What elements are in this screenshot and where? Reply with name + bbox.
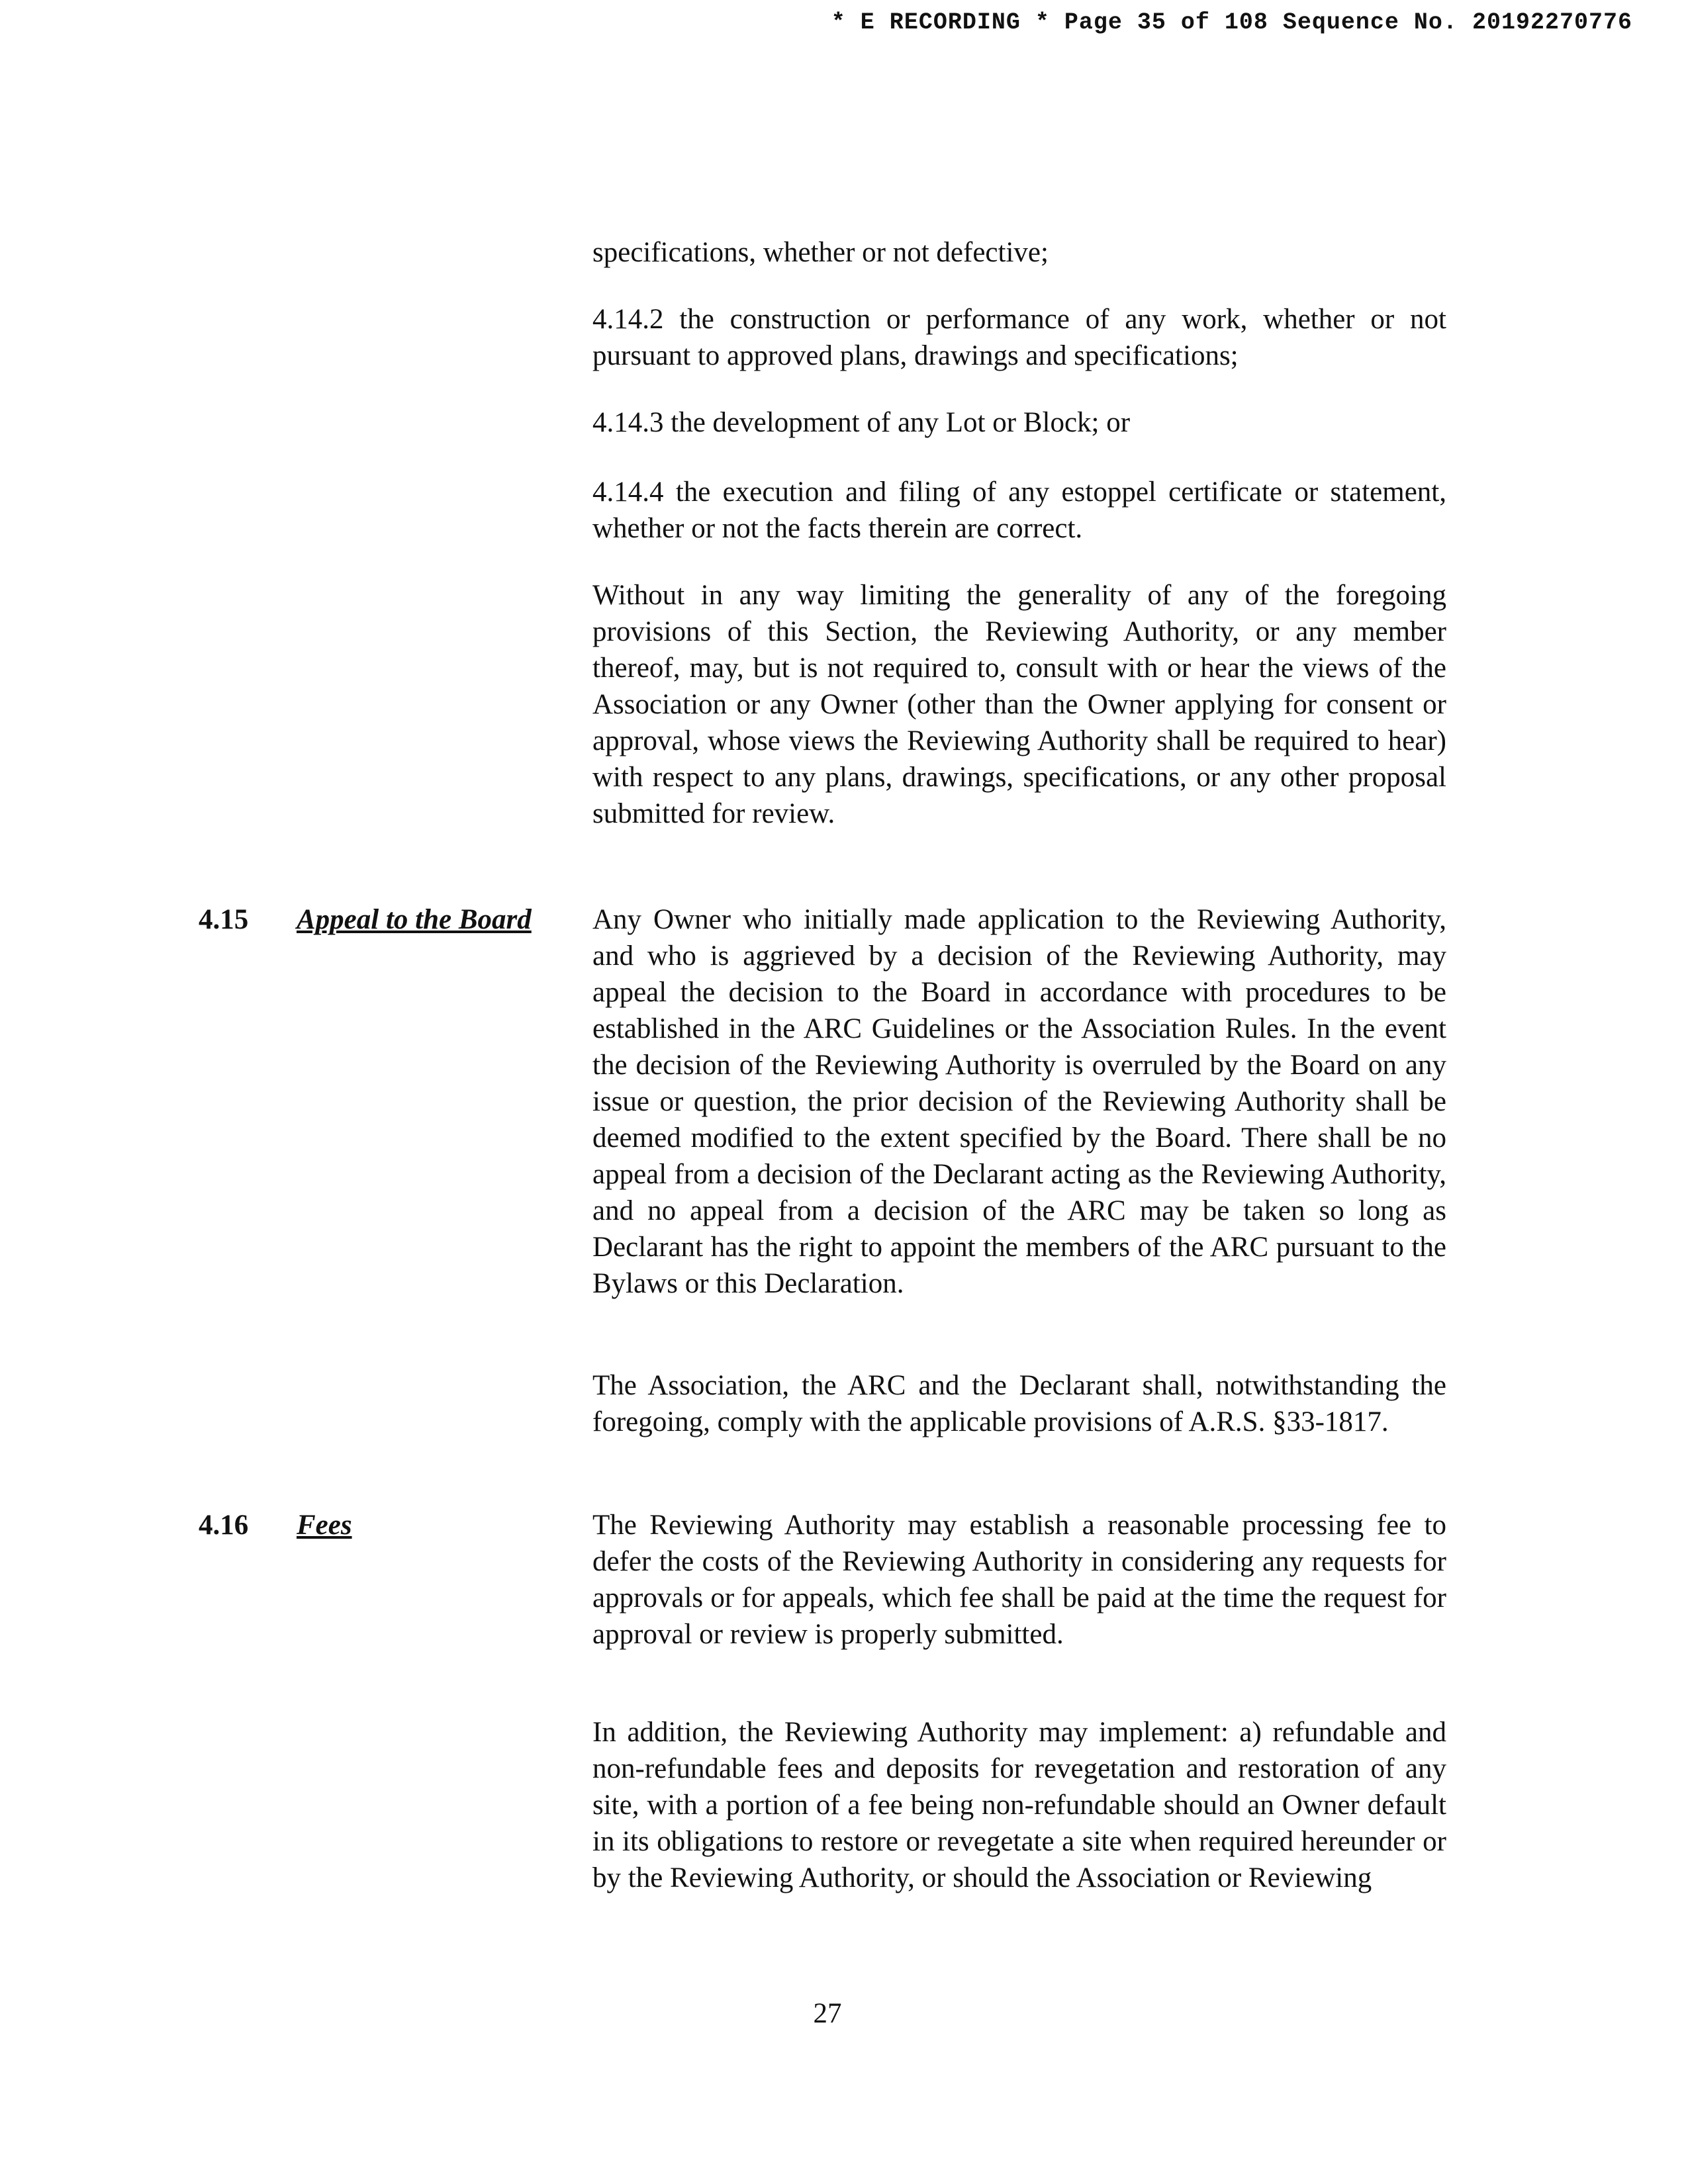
item-label: 4.14.4: [592, 477, 664, 508]
section-4-15-paragraph-2: The Association, the ARC and the Declarant shall, notwithstanding the foregoing, comply with the applicable provisions of A.R.S. §33-1817.: [592, 1370, 1446, 1437]
recording-header: * E RECORDING * Page 35 of 108 Sequence No. 20192270776: [831, 9, 1632, 36]
item-4-14-4: [592, 474, 1446, 547]
section-4-16-paragraph-2: In addition, the Reviewing Authority may implement: a) refundable and non-refundable fees and deposits for revegetation and restoration of any site, with a portion of a fee being non-refundable should an Owner default in its obligations to restore or revegetate a site when required hereunder or by the Reviewing Authority, or should the Association or Reviewing: [592, 1717, 1446, 1893]
section-4-16-paragraph-1: The Reviewing Authority may establish a reasonable processing fee to defer the costs of the Reviewing Authority in considering any requests for approvals or for appeals, which fee shall be paid at the time the request for approval or review is properly submitted.: [592, 1510, 1446, 1650]
item-4-14-2: [592, 301, 1446, 374]
item-text: the development of any Lot or Block; or: [671, 407, 1131, 438]
section-title-fees: Fees: [297, 1510, 352, 1541]
item-4-14-3: [592, 404, 1446, 441]
section-4-15-paragraph-1: Any Owner who initially made application to the Reviewing Authority, and who is aggrieved by a decision of the Reviewing Authority, may appeal the decision to the Board in accordance with procedures to be established in the ARC Guidelines or the Association Rules. In the event the decision of the Reviewing Authority is overruled by the Board on any issue or question, the prior decision of the Reviewing Authority shall be deemed modified to the extent specified by the Board. There shall be no appeal from a decision of the Declarant acting as the Reviewing Authority, and no appeal from a decision of the ARC may be taken so long as Declarant has the right to appoint the members of the ARC pursuant to the Bylaws or this Declaration.: [592, 904, 1446, 1299]
item-text: the execution and filing of any estoppel certificate or statement, whether or not the facts therein are correct.: [592, 477, 1446, 544]
item-label: 4.14.3: [592, 407, 664, 438]
continuation-line: specifications, whether or not defective;: [592, 237, 1049, 268]
item-label: 4.14.2: [592, 304, 664, 335]
page-number: 27: [813, 1998, 842, 2029]
section-number-4-16: 4.16: [199, 1510, 249, 1541]
without-limiting-paragraph: Without in any way limiting the generality of any of the foregoing provisions of this Section, the Reviewing Authority, or any member thereof, may, but is not required to, consult with or hear the views of the Association or any Owner (other than the Owner applying for consent or approval, whose views the Reviewing Authority shall be required to hear) with respect to any plans, drawings, specifications, or any other proposal submitted for review.: [592, 580, 1446, 829]
item-text: the construction or performance of any work, whether or not pursuant to approved plans, drawings and specifications;: [592, 304, 1447, 371]
section-title-appeal-to-the-board: Appeal to the Board: [297, 904, 532, 935]
section-number-4-15: 4.15: [199, 904, 249, 935]
